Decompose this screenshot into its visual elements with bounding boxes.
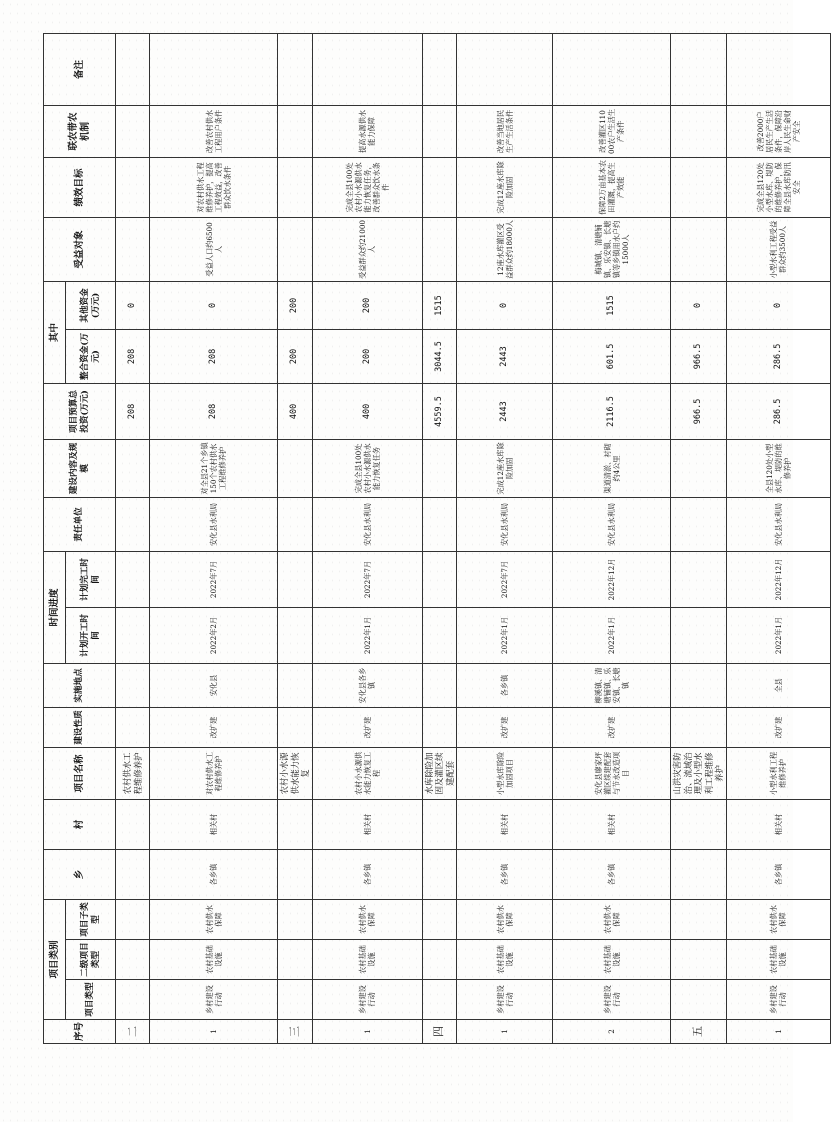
cell-remark: [671, 33, 727, 105]
cell-start: 2022年1月: [312, 607, 422, 663]
cell-budget: 400: [312, 383, 422, 439]
cell-name: 农村小水源供水能力恢复工程: [312, 747, 422, 799]
cell-beneficiary: [278, 217, 313, 281]
cell-project-type: 乡村建设行动: [457, 980, 553, 1020]
cell-start: 2022年2月: [150, 607, 278, 663]
cell-township: 各乡镇: [312, 849, 422, 899]
cell-beneficiary: 受益群众约21000人: [312, 217, 422, 281]
cell-name: 安化县廖家坪灌区续建配套与节水改造项目: [553, 747, 671, 799]
cell-other: 0: [671, 281, 727, 329]
cell-nature: [671, 707, 727, 747]
cell-level1: 农村基础设施: [553, 940, 671, 980]
cell-village: [278, 799, 313, 849]
cell-township: 各乡镇: [553, 849, 671, 899]
cell-integrated: 208: [116, 329, 150, 383]
cell-content: [422, 439, 457, 497]
cell-mechanism: 改善灌区11000农户生活生产条件: [553, 105, 671, 157]
cell-seq: 三: [278, 1020, 313, 1044]
cell-project-type: [422, 980, 457, 1020]
cell-unit: [671, 497, 727, 551]
cell-budget: 966.5: [671, 383, 727, 439]
cell-integrated: 200: [278, 329, 313, 383]
cell-start: [278, 607, 313, 663]
cell-mechanism: 提高水源供水能力保障: [312, 105, 422, 157]
cell-goal: 完成全县120处小型水库、堤防的维修养护，保障全县水库防汛安全: [726, 157, 830, 217]
cell-nature: [278, 707, 313, 747]
cell-seq: 1: [312, 1020, 422, 1044]
cell-beneficiary: [116, 217, 150, 281]
cell-other: 0: [457, 281, 553, 329]
cell-budget: 208: [116, 383, 150, 439]
cell-remark: [553, 33, 671, 105]
cell-subtype: 农村供水保障: [726, 899, 830, 939]
header-integrated: 整合资金(万元): [66, 329, 116, 383]
cell-unit: 安化县水利局: [150, 497, 278, 551]
cell-goal: [422, 157, 457, 217]
cell-integrated: 3044.5: [422, 329, 457, 383]
cell-start: 2022年1月: [726, 607, 830, 663]
cell-remark: [150, 33, 278, 105]
cell-goal: 保障2万亩基本农田灌溉，提高生产效能: [553, 157, 671, 217]
header-category: 项目类别: [44, 899, 66, 1019]
cell-project-type: 乡村建设行动: [726, 980, 830, 1020]
cell-remark: [422, 33, 457, 105]
header-unit: 责任单位: [44, 497, 116, 551]
cell-nature: 改扩建: [150, 707, 278, 747]
cell-location: [422, 663, 457, 707]
cell-remark: [278, 33, 313, 105]
cell-subtype: [116, 899, 150, 939]
cell-mechanism: 改善2000户居民生产生活条件，保障沿岸人民生命财产安全: [726, 105, 830, 157]
cell-level1: 农村基础设施: [726, 940, 830, 980]
cell-integrated: 601.5: [553, 329, 671, 383]
header-remark: 备注: [44, 33, 116, 105]
project-table: [43, 33, 831, 1044]
cell-other: 0: [150, 281, 278, 329]
header-budget: 项目预算总投资(万元): [44, 383, 116, 439]
cell-village: 相关村: [726, 799, 830, 849]
cell-unit: [116, 497, 150, 551]
cell-content: 渠道清淤、衬砌约4公里: [553, 439, 671, 497]
cell-nature: [422, 707, 457, 747]
cell-other: 0: [116, 281, 150, 329]
cell-township: [671, 849, 727, 899]
cell-village: [422, 799, 457, 849]
header-other: 其他资金(万元): [66, 281, 116, 329]
cell-name: 农村供水工程维修养护: [116, 747, 150, 799]
cell-township: 各乡镇: [150, 849, 278, 899]
cell-level1: [116, 940, 150, 980]
cell-end: [422, 551, 457, 607]
table-row: [457, 33, 553, 1043]
cell-unit: 安化县水利局: [553, 497, 671, 551]
cell-start: [116, 607, 150, 663]
cell-start: [422, 607, 457, 663]
cell-other: 0: [726, 281, 830, 329]
table-row: [150, 33, 278, 1043]
cell-beneficiary: 受益人口约6500人: [150, 217, 278, 281]
cell-content: 全县120处小型水库、堤防的维修养护: [726, 439, 830, 497]
cell-content: [278, 439, 313, 497]
cell-content: 完成12座水库除险加固: [457, 439, 553, 497]
cell-subtype: 农村供水保障: [150, 899, 278, 939]
cell-seq: 四: [422, 1020, 457, 1044]
cell-integrated: 286.5: [726, 329, 830, 383]
cell-location: 柳溪镇、清塘铺镇、乐安镇、长塘镇: [553, 663, 671, 707]
cell-end: [671, 551, 727, 607]
cell-location: 安化县: [150, 663, 278, 707]
cell-seq: 1: [726, 1020, 830, 1044]
cell-project-type: 乡村建设行动: [150, 980, 278, 1020]
cell-budget: 400: [278, 383, 313, 439]
cell-goal: [116, 157, 150, 217]
header-schedule: 时间进度: [44, 551, 66, 663]
cell-village: 相关村: [150, 799, 278, 849]
cell-name: 农村小水源供水能力恢复: [278, 747, 313, 799]
table-row: [671, 33, 727, 1043]
cell-township: [422, 849, 457, 899]
cell-budget: 4559.5: [422, 383, 457, 439]
cell-end: 2022年12月: [726, 551, 830, 607]
cell-beneficiary: [671, 217, 727, 281]
cell-subtype: [422, 899, 457, 939]
cell-level1: [278, 940, 313, 980]
cell-seq: 1: [150, 1020, 278, 1044]
header-of-which: 其中: [44, 281, 66, 383]
table-row: [726, 33, 830, 1043]
cell-project-type: [671, 980, 727, 1020]
header-goal: 绩效目标: [44, 157, 116, 217]
cell-name: 山洪灾害防治、流域治理及小型水利工程维修养护: [671, 747, 727, 799]
cell-other: 200: [312, 281, 422, 329]
cell-seq: 五: [671, 1020, 727, 1044]
cell-village: 相关村: [312, 799, 422, 849]
cell-goal: 完成12座水库除险加固: [457, 157, 553, 217]
cell-mechanism: 改善农村供水工程用户条件: [150, 105, 278, 157]
cell-level1: 农村基础设施: [150, 940, 278, 980]
cell-location: [278, 663, 313, 707]
cell-remark: [116, 33, 150, 105]
cell-start: 2022年1月: [553, 607, 671, 663]
header-location: 实施地点: [44, 663, 116, 707]
cell-township: 各乡镇: [726, 849, 830, 899]
cell-nature: [116, 707, 150, 747]
cell-level1: [671, 940, 727, 980]
cell-integrated: 200: [312, 329, 422, 383]
header-content: 建设内容及规模: [44, 439, 116, 497]
cell-budget: 208: [150, 383, 278, 439]
header-beneficiary: 受益对象: [44, 217, 116, 281]
cell-location: [671, 663, 727, 707]
cell-nature: 改扩建: [726, 707, 830, 747]
cell-integrated: 2443: [457, 329, 553, 383]
cell-mechanism: [116, 105, 150, 157]
cell-subtype: 农村供水保障: [553, 899, 671, 939]
cell-subtype: [278, 899, 313, 939]
header-nature: 建设性质: [44, 707, 116, 747]
cell-village: [116, 799, 150, 849]
cell-subtype: [671, 899, 727, 939]
cell-end: [116, 551, 150, 607]
cell-other: 1515: [553, 281, 671, 329]
table-row: [422, 33, 457, 1043]
cell-unit: [278, 497, 313, 551]
cell-start: [671, 607, 727, 663]
cell-level1: 农村基础设施: [312, 940, 422, 980]
cell-seq: 二: [116, 1020, 150, 1044]
header-start: 计划开工时间: [66, 607, 116, 663]
cell-unit: 安化县水利局: [726, 497, 830, 551]
cell-project-type: 乡村建设行动: [553, 980, 671, 1020]
table-row: [312, 33, 422, 1043]
cell-goal: [278, 157, 313, 217]
cell-end: [278, 551, 313, 607]
cell-location: 全县: [726, 663, 830, 707]
cell-beneficiary: 12座水库灌区受益群众约18000人: [457, 217, 553, 281]
cell-end: 2022年7月: [150, 551, 278, 607]
cell-integrated: 208: [150, 329, 278, 383]
header-name: 项目名称: [44, 747, 116, 799]
cell-subtype: 农村供水保障: [457, 899, 553, 939]
cell-content: [116, 439, 150, 497]
cell-end: 2022年7月: [312, 551, 422, 607]
cell-project-type: [116, 980, 150, 1020]
cell-mechanism: 改善当地居民生产生活条件: [457, 105, 553, 157]
cell-unit: [422, 497, 457, 551]
cell-unit: 安化县水利局: [457, 497, 553, 551]
cell-goal: [671, 157, 727, 217]
cell-end: 2022年12月: [553, 551, 671, 607]
cell-other: 200: [278, 281, 313, 329]
cell-project-type: 乡村建设行动: [312, 980, 422, 1020]
cell-other: 1515: [422, 281, 457, 329]
cell-beneficiary: [422, 217, 457, 281]
table-body: [116, 33, 831, 1043]
cell-township: [116, 849, 150, 899]
header-project-type: 项目类型: [66, 980, 116, 1020]
header-township: 乡: [44, 849, 116, 899]
cell-location: 各乡镇: [457, 663, 553, 707]
cell-mechanism: [671, 105, 727, 157]
cell-location: [116, 663, 150, 707]
cell-goal: 完成全县100处农村小水源供水能力恢复任务，改善群众饮水条件: [312, 157, 422, 217]
header-village: 村: [44, 799, 116, 849]
cell-seq: 1: [457, 1020, 553, 1044]
cell-budget: 286.5: [726, 383, 830, 439]
cell-remark: [457, 33, 553, 105]
cell-village: [671, 799, 727, 849]
cell-budget: 2116.5: [553, 383, 671, 439]
cell-mechanism: [422, 105, 457, 157]
cell-location: 安化县各乡镇: [312, 663, 422, 707]
cell-level1: [422, 940, 457, 980]
cell-village: 相关村: [553, 799, 671, 849]
cell-project-type: [278, 980, 313, 1020]
cell-goal: 对农村供水工程维修养护，提高工程效益，改善群众饮水条件: [150, 157, 278, 217]
cell-content: 对全县21个乡镇150个农村供水工程维修养护: [150, 439, 278, 497]
cell-budget: 2443: [457, 383, 553, 439]
cell-start: 2022年1月: [457, 607, 553, 663]
cell-nature: 改扩建: [312, 707, 422, 747]
header-seq: 序号: [44, 1020, 116, 1044]
cell-seq: 2: [553, 1020, 671, 1044]
cell-remark: [312, 33, 422, 105]
cell-name: 小型水库除险加固项目: [457, 747, 553, 799]
table-row: [116, 33, 150, 1043]
header-end: 计划完工时间: [66, 551, 116, 607]
header-subtype: 项目子类型: [66, 899, 116, 939]
cell-level1: 农村基础设施: [457, 940, 553, 980]
cell-beneficiary: 小型水利工程受益群众约3500人: [726, 217, 830, 281]
cell-nature: 改扩建: [553, 707, 671, 747]
cell-village: 相关村: [457, 799, 553, 849]
table-row: [278, 33, 313, 1043]
cell-name: 对农村供水工程维修养护: [150, 747, 278, 799]
cell-name: 小型水利工程维修养护: [726, 747, 830, 799]
cell-beneficiary: 梅城镇、清塘铺镇、乐安镇、长塘镇等乡镇用水户约15000人: [553, 217, 671, 281]
cell-remark: [726, 33, 830, 105]
cell-subtype: 农村供水保障: [312, 899, 422, 939]
cell-integrated: 966.5: [671, 329, 727, 383]
cell-content: [671, 439, 727, 497]
cell-township: 各乡镇: [457, 849, 553, 899]
cell-content: 完成全县100处农村小水源供水能力恢复任务: [312, 439, 422, 497]
cell-unit: 安化县水利局: [312, 497, 422, 551]
header-mechanism: 联农带农机制: [44, 105, 116, 157]
cell-name: 水库除险加固及灌区续建配套: [422, 747, 457, 799]
cell-township: [278, 849, 313, 899]
cell-end: 2022年7月: [457, 551, 553, 607]
header-level1: 二级项目类型: [66, 940, 116, 980]
cell-nature: 改扩建: [457, 707, 553, 747]
table-row: [553, 33, 671, 1043]
cell-mechanism: [278, 105, 313, 157]
